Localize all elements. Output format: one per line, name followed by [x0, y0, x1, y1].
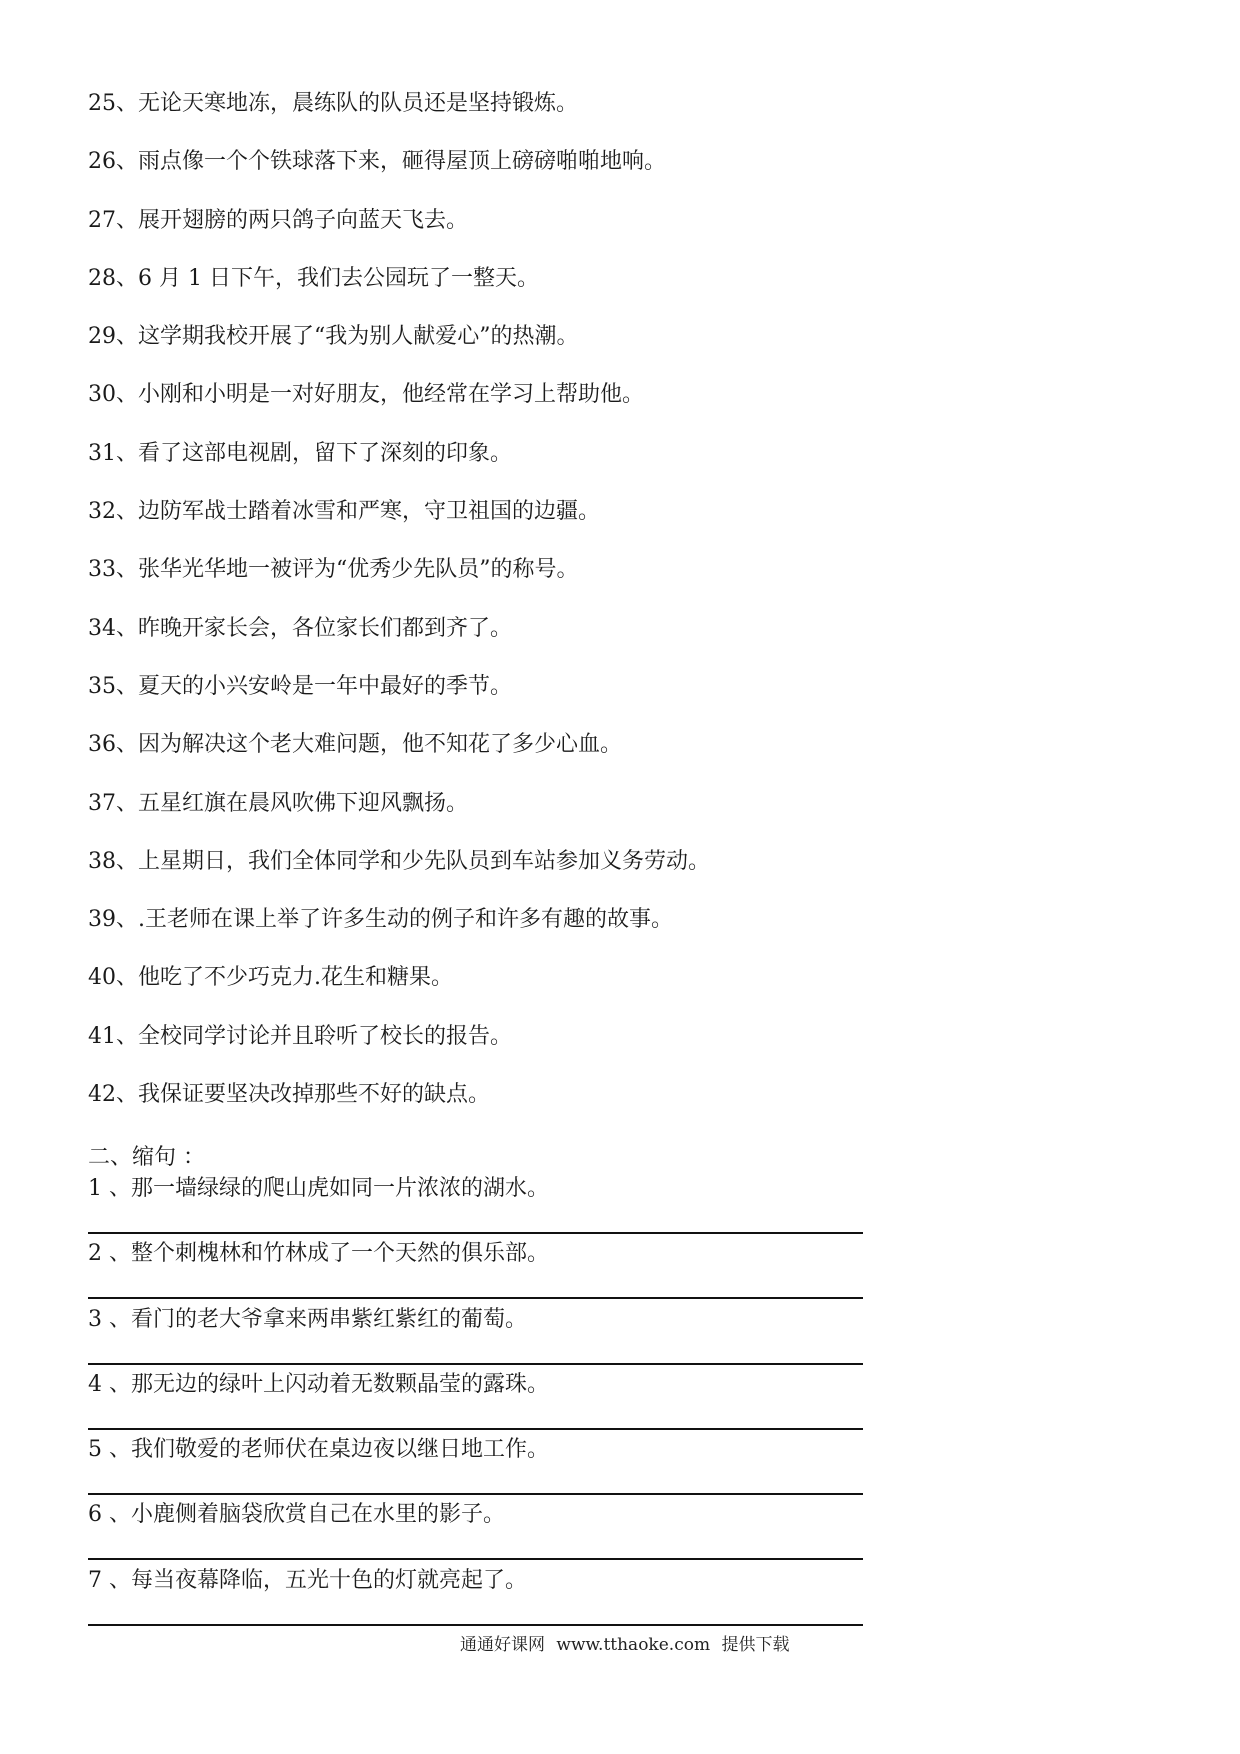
list-item: 26、雨点像一个个铁球落下来，砸得屋顶上磅磅啪啪地响。 — [88, 149, 666, 175]
exercise-row — [88, 1367, 868, 1432]
exercise-row — [88, 1302, 868, 1367]
list-item: 41、全校同学讨论并且聆听了校长的报告。 — [88, 1023, 512, 1049]
exercise-row — [88, 1236, 868, 1301]
list-item: 28、6 月 1 日下午，我们去公园玩了一整天。 — [88, 265, 539, 291]
list-item: 39、.王老师在课上举了许多生动的例子和许多有趣的故事。 — [88, 907, 673, 933]
answer-line[interactable] — [88, 1428, 863, 1430]
list-item: 33、张华光华地一被评为“优秀少先队员”的称号。 — [88, 557, 579, 583]
page-footer — [460, 1632, 795, 1658]
exercise-question: 6 、小鹿侧着脑袋欣赏自己在水里的影子。 — [88, 1502, 505, 1528]
answer-line[interactable] — [88, 1297, 863, 1299]
exercise-question: 2 、整个刺槐林和竹林成了一个天然的俱乐部。 — [88, 1241, 549, 1267]
answer-line[interactable] — [88, 1363, 863, 1365]
exercise-question: 1 、那一墙绿绿的爬山虎如同一片浓浓的湖水。 — [88, 1176, 549, 1201]
exercise-question: 7 、每当夜幕降临，五光十色的灯就亮起了。 — [88, 1567, 527, 1593]
answer-line[interactable] — [88, 1493, 863, 1495]
list-item: 40、他吃了不少巧克力.花生和糖果。 — [88, 965, 453, 991]
exercise-row — [88, 1171, 868, 1236]
footer-tagline: 提供下载 — [721, 1635, 790, 1655]
list-item: 25、无论天寒地冻，晨练队的队员还是坚持锻炼。 — [88, 91, 578, 116]
answer-line[interactable] — [88, 1624, 863, 1626]
list-item: 32、边防军战士踏着冰雪和严寒，守卫祖国的边疆。 — [88, 499, 600, 525]
sentence-correction-list — [88, 86, 1088, 1135]
list-item: 30、小刚和小明是一对好朋友，他经常在学习上帮助他。 — [88, 382, 644, 408]
list-item: 31、看了这部电视剧，留下了深刻的印象。 — [88, 440, 512, 466]
list-item: 27、展开翅膀的两只鸽子向蓝天飞去。 — [88, 207, 468, 233]
list-item: 37、五星红旗在晨风吹佛下迎风飘扬。 — [88, 790, 468, 816]
list-item: 29、这学期我校开展了“我为别人献爱心”的热潮。 — [88, 324, 579, 350]
exercise-question: 3 、看门的老大爷拿来两串紫红紫红的葡萄。 — [88, 1306, 527, 1332]
exercise-row — [88, 1432, 868, 1497]
list-item: 34、昨晚开家长会，各位家长们都到齐了。 — [88, 615, 512, 641]
list-item: 42、我保证要坚决改掉那些不好的缺点。 — [88, 1082, 490, 1108]
exercise-question: 4 、那无边的绿叶上闪动着无数颗晶莹的露珠。 — [88, 1371, 549, 1397]
footer-site-name: 通通好课网 — [460, 1635, 545, 1655]
answer-line[interactable] — [88, 1558, 863, 1560]
list-item: 38、上星期日，我们全体同学和少先队员到车站参加义务劳动。 — [88, 848, 710, 874]
list-item: 36、因为解决这个老大难问题，他不知花了多少心血。 — [88, 732, 622, 758]
exercise-question: 5 、我们敬爱的老师伏在桌边夜以继日地工作。 — [88, 1437, 549, 1463]
footer-url[interactable]: www.tthaoke.com — [556, 1635, 711, 1655]
exercise-row — [88, 1563, 868, 1628]
section-heading: 二、缩句 ： — [88, 1145, 205, 1170]
list-item: 35、夏天的小兴安岭是一年中最好的季节。 — [88, 673, 512, 699]
exercise-row — [88, 1497, 868, 1562]
sentence-shortening-list — [88, 1171, 868, 1628]
answer-line[interactable] — [88, 1232, 863, 1234]
